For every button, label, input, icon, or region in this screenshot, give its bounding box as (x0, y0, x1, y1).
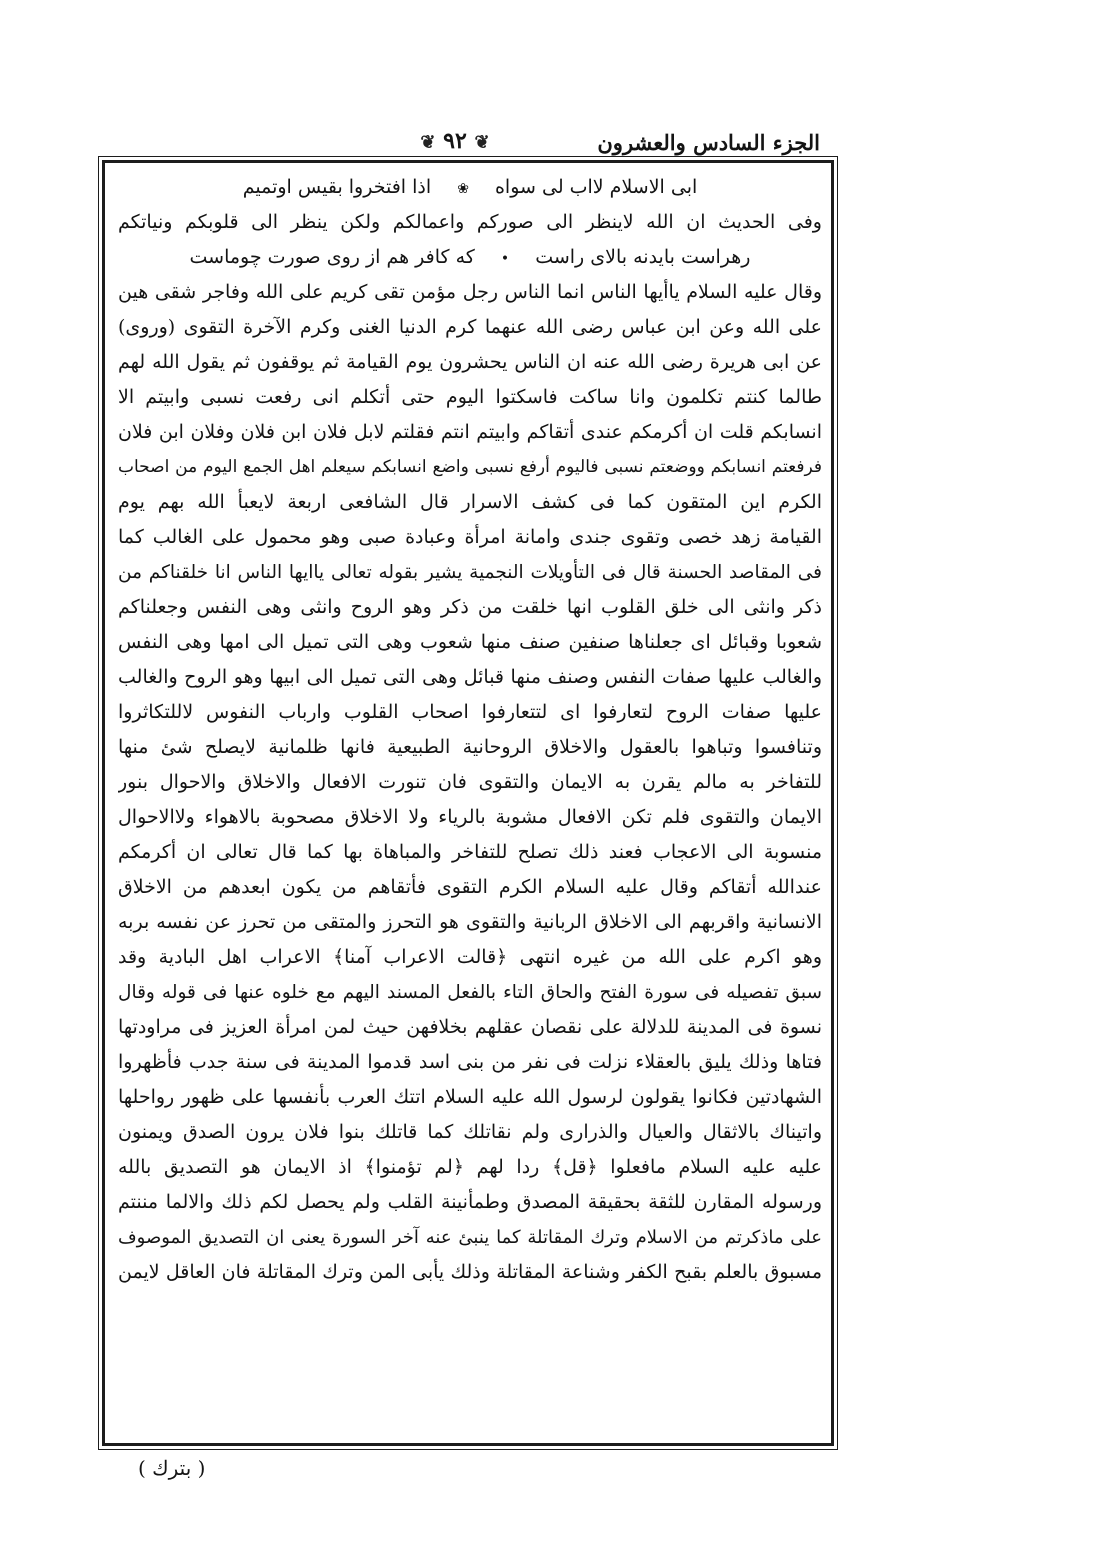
text-block (118, 170, 822, 1290)
text-line: منسوبة الى الاعجاب فعند ذلك تصلح للتفاخر والمباهاة بها كما قال تعالى ان أكرمكم (118, 841, 822, 863)
verse-hemistich-right: ابى الاسلام لااب لى سواه (494, 176, 698, 198)
text-line: واتيناك بالاثقال والعيال والذرارى ولم نقاتلك كما قاتلك بنوا فلان يرون الصدق ويمنون (118, 1121, 822, 1143)
catchword: ( بترك ) (138, 1456, 206, 1480)
ornament-left-icon: ❦ (474, 132, 490, 153)
verse-hemistich-right: رهراست بايدنه بالاى راست (535, 246, 751, 268)
text-line: ورسوله المقارن للثقة بحقيقة المصدق وطمأنينة القلب ولم يحصل لكم ذلك والالما مننتم (118, 1191, 822, 1213)
text-line: على الله وعن ابن عباس رضى الله عنهما كرم الدنيا الغنى وكرم الآخرة التقوى (وروى) (118, 316, 822, 338)
text-line: عليها صفات الروح لتعارفوا اى لتتعارفوا اصحاب القلوب وارباب النفوس لاللتكاثروا (118, 701, 822, 723)
text-line: انسابكم قلت ان أكرمكم عندى أتقاكم وابيتم انتم فقلتم لابل فلان ابن فلان وفلان ابن فلان (118, 421, 822, 443)
text-line: الانسانية واقربهم الى الاخلاق الربانية والتقوى هو التحرز والمتقى من تحرز عن نفسه بربه (118, 911, 822, 933)
text-line: وهو اكرم على الله من غيره انتهى ﴿قالت الاعراب آمنا﴾ الاعراب اهل البادية وقد (118, 946, 822, 968)
text-line: وتنافسوا وتباهوا بالعقول والاخلاق الروحانية الطبيعية فانها ظلمانية لايصلح شئ منها (118, 736, 822, 758)
page-number: ٩٢ (443, 128, 467, 154)
text-line: والغالب عليها صفات النفس وصنف منها قبائل وهى التى تميل الى ابيها وهو الروح والغالب (118, 666, 822, 688)
text-line: للتفاخر به مالم يقرن به الايمان والتقوى فان تنورت الافعال والاخلاق والاحوال بنور (118, 771, 822, 793)
hadith-line: وفى الحديث ان الله لاينظر الى صوركم واعمالكم ولكن ينظر الى قلوبكم ونياتكم (118, 211, 822, 233)
verse-hemistich-left: اذا افتخروا بقيس اوتميم (242, 176, 432, 198)
text-line: عليه عليه السلام مافعلوا ﴿قل﴾ ردا لهم ﴿لم تؤمنوا﴾ اذ الايمان هو التصديق بالله (118, 1156, 822, 1178)
running-title: الجزء السادس والعشرون (597, 130, 820, 155)
verse-line (118, 240, 822, 275)
text-line: شعوبا وقبائل اى جعلناها صنفين صنف منها شعوب وهى التى تميل الى امها وهى النفس (118, 631, 822, 653)
text-line: نسوة فى المدينة للدلالة على نقصان عقلهم بخلافهن حيث لمن امرأة العزيز فى مراودتها (118, 1016, 822, 1038)
text-line: وقال عليه السلام ياأيها الناس انما الناس رجل مؤمن تقى كريم على الله وفاجر شقى هين (118, 281, 822, 303)
verse-hemistich-left: كه كافر هم از روى صورت چوماست (189, 246, 475, 268)
text-line: الشهادتين فكانوا يقولون لرسول الله عليه السلام اتتك العرب بأنفسها على ظهور رواحلها (118, 1086, 822, 1108)
verse-line (118, 170, 822, 205)
text-line: ذكر وانثى الى خلق القلوب انها خلقت من ذكر وهو الروح وانثى وهى النفس وجعلناكم (118, 596, 822, 618)
text-line: طالما كنتم تكلمون وانا ساكت فاسكتوا اليوم حتى أتكلم انى رفعت نسبى وابيتم الا (118, 386, 822, 408)
text-line: عن ابى هريرة رضى الله عنه ان الناس يحشرون يوم القيامة ثم يوقفون ثم يقول الله لهم (118, 351, 822, 373)
text-line: مسبوق بالعلم بقبح الكفر وشناعة المقاتلة وذلك يأبى المن وترك المقاتلة فان العاقل لايمن (118, 1261, 822, 1283)
ornament-right-icon: ❦ (420, 132, 436, 153)
text-line: فتاها وذلك يليق بالعقلاء نزلت فى نفر من بنى اسد قدموا المدينة فى سنة جدب فأظهروا (118, 1051, 822, 1073)
verse-separator-icon: • (500, 251, 510, 267)
page-number-block (380, 128, 530, 154)
text-line: سبق تفصيله فى سورة الفتح والحاق التاء بالفعل المسند اليهم مع خلوه عنها فى قوله وقال (118, 982, 822, 1003)
text-line: عندالله أتقاكم وقال عليه السلام الكرم التقوى فأتقاهم من يكون ابعدهم من الاخلاق (118, 876, 822, 898)
text-line: الايمان والتقوى فلم تكن الافعال مشوبة بالرياء ولا الاخلاق مصحوبة بالاهواء ولاالاحوال (118, 806, 822, 828)
text-line: فى المقاصد الحسنة قال فى التأويلات النجمية يشير بقوله تعالى ياايها الناس انا خلقناكم من (118, 562, 822, 583)
text-line: على ماذكرتم من الاسلام وترك المقاتلة كما ينبئ عنه آخر السورة يعنى ان التصديق الموصوف (118, 1227, 822, 1248)
text-line: القيامة زهد خصى وتقوى جندى وامانة امرأة وعبادة صبى وهو محمول على الغالب كما (118, 526, 822, 548)
text-line: فرفعتم انسابكم ووضعتم نسبى فاليوم أرفع نسبى واضع انسابكم سيعلم اهل الجمع اليوم من اصحاب (118, 457, 822, 477)
verse-separator-icon: ❀ (457, 181, 469, 197)
text-line: الكرم اين المتقون كما فى كشف الاسرار قال الشافعى اربعة لايعبأ الله بهم يوم (118, 491, 822, 513)
